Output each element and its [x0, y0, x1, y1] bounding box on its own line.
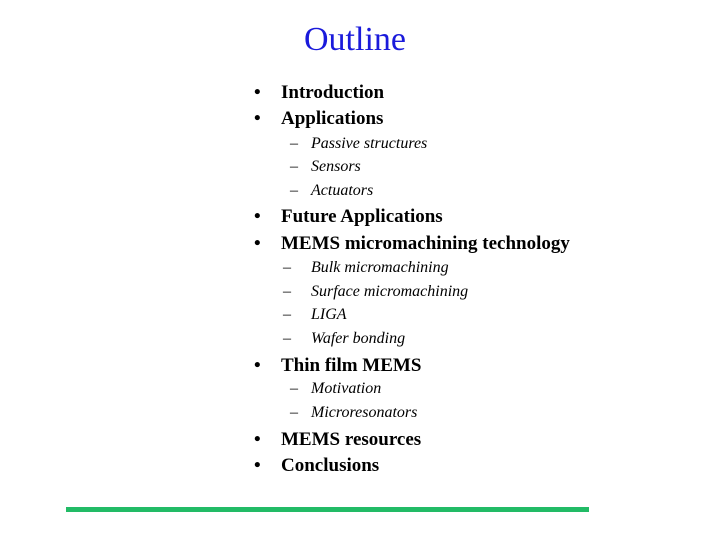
bullet-icon: • [254, 429, 261, 450]
subitem-label: Actuators [311, 182, 374, 199]
bullet-icon: • [254, 206, 261, 227]
item-label: Applications [281, 108, 384, 129]
item-label: Future Applications [281, 206, 443, 227]
subitem-label: Passive structures [311, 135, 428, 152]
subitem-label: Motivation [311, 380, 382, 397]
subitem-label: LIGA [311, 306, 347, 323]
item-label: Introduction [281, 82, 385, 103]
dash-icon: – [283, 259, 291, 276]
dash-icon: – [283, 283, 291, 300]
item-label: Conclusions [281, 455, 380, 476]
subitem-label: Surface micromachining [311, 283, 469, 300]
bullet-icon: • [254, 82, 261, 103]
bullet-icon: • [254, 455, 261, 476]
bullet-icon: • [254, 355, 261, 376]
dash-icon: – [290, 182, 298, 199]
dash-icon: – [290, 158, 298, 175]
dash-icon: – [283, 306, 291, 323]
slide-title: Outline [304, 21, 406, 58]
subitem-label: Wafer bonding [311, 330, 406, 347]
bullet-icon: • [254, 233, 261, 254]
subitem-label: Sensors [311, 158, 361, 175]
subitem-label: Bulk micromachining [311, 259, 449, 276]
item-label: MEMS micromachining technology [281, 233, 570, 254]
item-label: MEMS resources [281, 429, 422, 450]
bullet-icon: • [254, 108, 261, 129]
dash-icon: – [290, 380, 298, 397]
item-label: Thin film MEMS [281, 355, 422, 376]
dash-icon: – [290, 135, 298, 152]
subitem-label: Microresonators [311, 404, 418, 421]
dash-icon: – [290, 404, 298, 421]
footer-divider [66, 507, 589, 512]
dash-icon: – [283, 330, 291, 347]
